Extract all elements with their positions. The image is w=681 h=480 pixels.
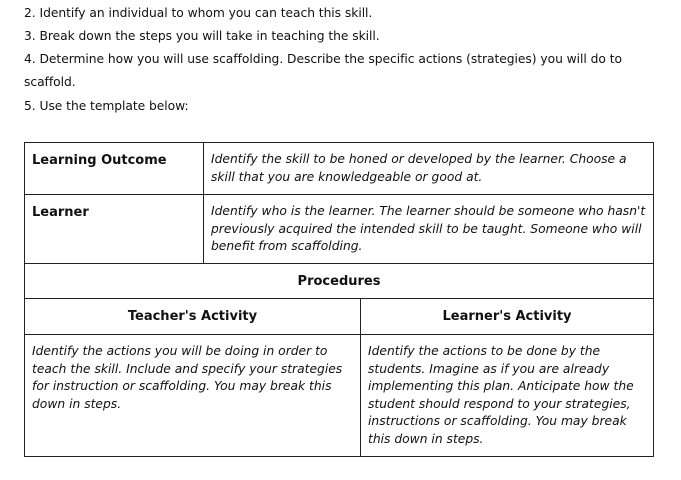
procedures-heading: Procedures — [25, 264, 654, 299]
activity-descriptions-row — [25, 335, 654, 457]
learning-outcome-row — [25, 143, 654, 195]
teacher-activity-heading: Teacher's Activity — [25, 299, 361, 335]
instruction-item-2: 2. Identify an individual to whom you can teach this skill. — [24, 6, 373, 20]
teacher-activity-description: Identify the actions you will be doing in order to teach the skill. Include and specify your strategies for instruction or scaffolding. You may break this down in steps. — [25, 335, 361, 457]
learner-row — [25, 195, 654, 264]
procedures-row — [25, 264, 654, 299]
learning-outcome-label: Learning Outcome — [25, 143, 204, 195]
instruction-item-3: 3. Break down the steps you will take in teaching the skill. — [24, 29, 380, 43]
instruction-item-4: 4. Determine how you will use scaffolding. Describe the specific actions (strategies) you will do to — [24, 52, 622, 66]
instruction-item-4-continued: scaffold. — [24, 75, 76, 89]
learner-description: Identify who is the learner. The learner should be someone who hasn't previously acquired the intended skill to be taught. Someone who will benefit from scaffolding. — [204, 195, 654, 264]
activity-headings-row — [25, 299, 654, 335]
learner-activity-description: Identify the actions to be done by the students. Imagine as if you are already implementing this plan. Anticipate how the student should respond to your strategies, instructions or scaffolding. You may break this down in steps. — [361, 335, 654, 457]
learner-activity-heading: Learner's Activity — [361, 299, 654, 335]
lesson-template-table — [24, 142, 654, 457]
learning-outcome-description: Identify the skill to be honed or developed by the learner. Choose a skill that you are knowledgeable or good at. — [204, 143, 654, 195]
learner-label: Learner — [25, 195, 204, 264]
instruction-item-5: 5. Use the template below: — [24, 99, 189, 113]
